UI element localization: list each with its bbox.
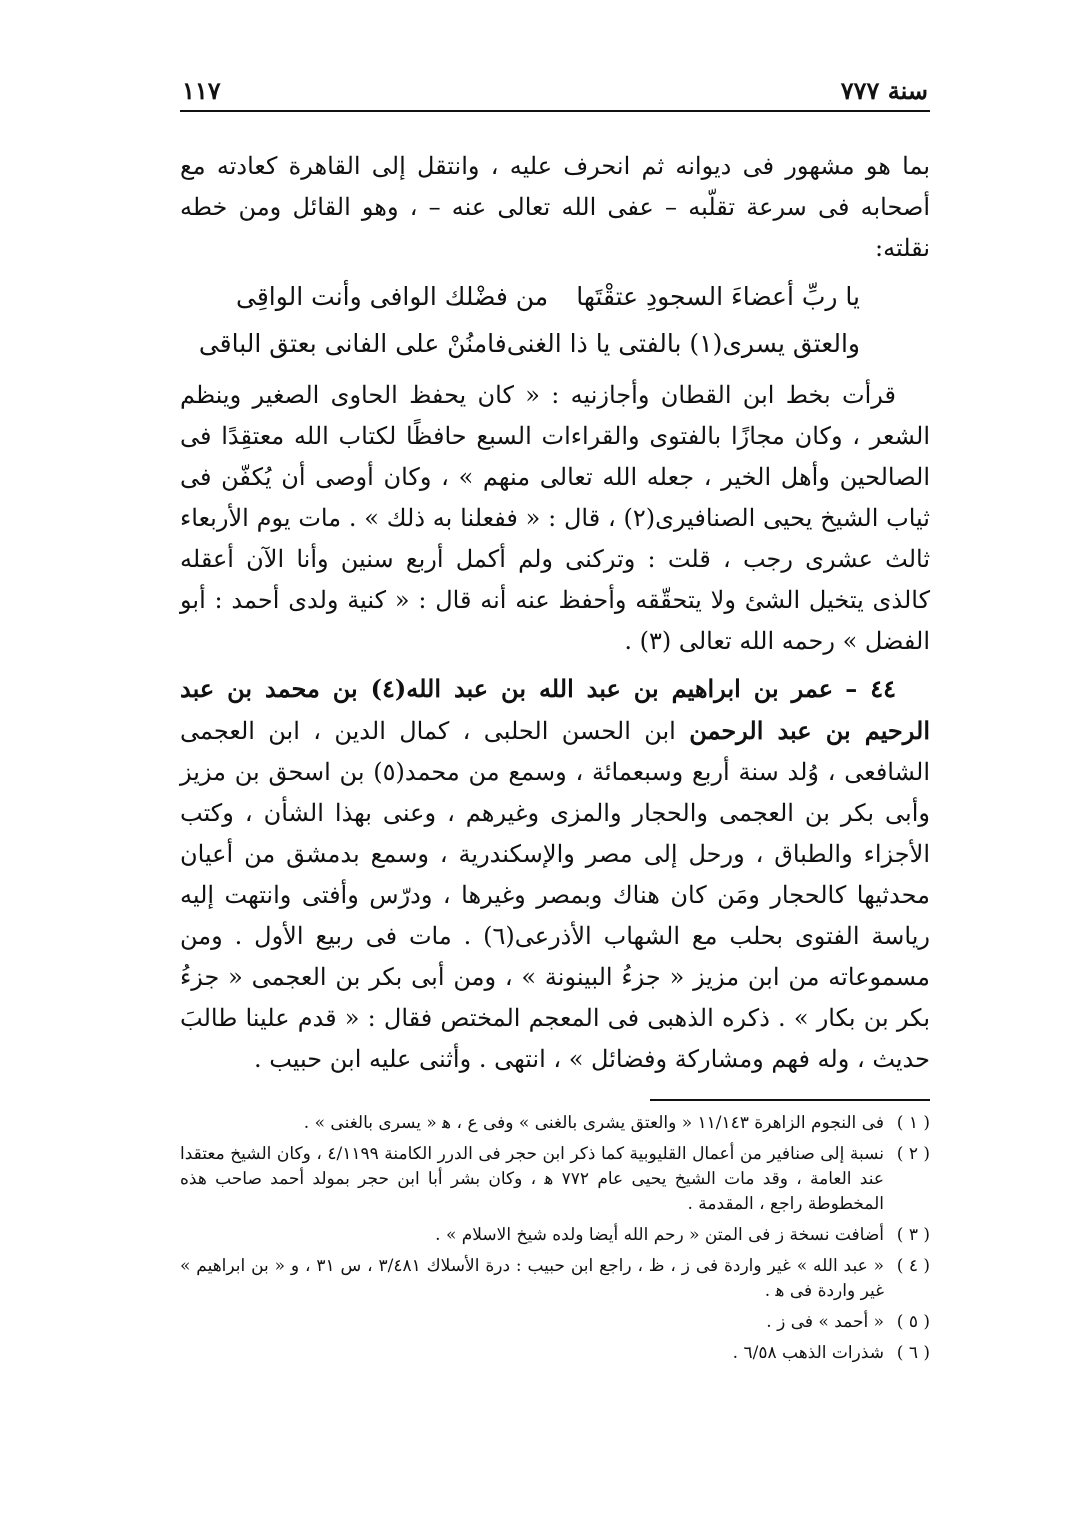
- paragraph-opening: بما هو مشهور فى ديوانه ثم انحرف عليه ، وانتقل إلى القاهرة كعادته مع أصحابه فى سرعة تقلّبه – عفى الله تعالى عنه – ، وهو القائل ومن خطه نقلته:: [180, 152, 931, 262]
- footnote-5: [180, 1310, 930, 1335]
- footnote-mark: ( ٥ ): [896, 1312, 930, 1332]
- footnote-mark: ( ٣ ): [896, 1225, 930, 1245]
- running-head: [182, 72, 928, 108]
- verse-2-second-hemistich: فامنُنْ على الفانى بعتق الباقى: [198, 329, 507, 358]
- entry-heading-name: عمر بن ابراهيم بن عبد الله بن عبد الله(٤) بن محمد بن عبد الرحيم بن عبد الرحمن: [180, 674, 930, 745]
- verse-1-first-hemistich: يا ربِّ أعضاءَ السجودِ عتقْتَها: [576, 282, 860, 311]
- page-number: ١١٧: [182, 75, 221, 105]
- year-heading: سنة ٧٧٧: [840, 75, 928, 105]
- footnote-2: [180, 1142, 930, 1217]
- entry-body: ابن الحسن الحلبى ، كمال الدين ، ابن العجمى الشافعى ، وُلد سنة أربع وسبعمائة ، وسمع من محمد(٥) بن اسحق بن مزيز وأبى بكر بن العجمى والحجار والمزى وغيرهم ، وعنى بهذا الشأن ، وكتب الأجزاء والطباق ، ورحل إلى مصر والإسكندرية ، وسمع بدمشق من أعيان محدثيها كالحجار ومَن كان هناك وبمصر وغيرها ، ودرّس وأفتى وانتهت إليه رياسة الفتوى بحلب مع الشهاب الأذرعى(٦) . مات فى ربيع الأول . ومن مسموعاته من ابن مزيز « جزءُ البينونة » ، ومن أبى بكر بن العجمى « جزءُ بكر بن بكار » . ذكره الذهبى فى المعجم المختص فقال : « قدم علينا طالبَ حديث ، وله فهم ومشاركة وفضائل » ، انتهى . وأثنى عليه ابن حبيب .: [180, 717, 931, 1073]
- footnote-3: [180, 1223, 930, 1248]
- footnote-rule: [650, 1099, 930, 1101]
- footnotes: [180, 1111, 930, 1372]
- footnote-text: شذرات الذهب ٦/٥٨ .: [732, 1343, 884, 1363]
- footnote-text: فى النجوم الزاهرة ١١/١٤٣ « والعتق يشرى بالغنى » وفى ع ، ﻫ « يسرى بالغنى » .: [303, 1113, 884, 1133]
- poem-verse-2: [180, 320, 930, 367]
- verse-2-first-hemistich: والعتق يسرى(١) بالفتى يا ذا الغنى: [506, 329, 860, 358]
- footnote-mark: ( ٦ ): [896, 1343, 930, 1363]
- footnote-mark: ( ١ ): [896, 1113, 930, 1133]
- main-text: [180, 146, 930, 1080]
- footnote-mark: ( ٤ ): [896, 1256, 930, 1276]
- poem: [180, 273, 930, 367]
- footnote-text: « عبد الله » غير واردة فى ز ، ظ ، راجع ابن حبيب : درة الأسلاك ٣/٤٨١ ، س ٣١ ، و « بن ابراهيم » غير واردة فى ﻫ .: [180, 1256, 885, 1301]
- verse-1-second-hemistich: من فضْلك الوافى وأنت الواقِى: [236, 282, 549, 311]
- header-rule: [180, 110, 930, 112]
- footnote-4: [180, 1254, 930, 1304]
- paragraph-biography-note: قرأت بخط ابن القطان وأجازنيه : « كان يحفظ الحاوى الصغير وينظم الشعر ، وكان مجازًا بالفتوى والقراءات السبع حافظًا لكتاب الله معتقِدًا فى الصالحين وأهل الخير ، جعله الله تعالى منهم » ، وكان أوصى أن يُكفّن فى ثياب الشيخ يحيى الصنافيرى(٢) ، قال : « ففعلنا به ذلك » . مات يوم الأربعاء ثالث عشرى رجب ، قلت : وتركنى ولم أكمل أربع سنين وأنا الآن أعقله كالذى يتخيل الشئ ولا يتحقّقه وأحفظ عنه أنه قال : « كنية ولدى أحمد : أبو الفضل » رحمه الله تعالى (٣) .: [180, 381, 931, 655]
- footnote-mark: ( ٢ ): [896, 1144, 930, 1164]
- footnote-text: أضافت نسخة ز فى المتن « رحم الله أيضا ولده شيخ الاسلام » .: [435, 1225, 884, 1245]
- entry-44: [180, 668, 930, 1080]
- poem-verse-1: [180, 273, 930, 320]
- entry-number: ٤٤ –: [845, 674, 896, 703]
- footnote-text: نسبة إلى صنافير من أعمال القليوبية كما ذكر ابن حجر فى الدرر الكامنة ٤/١١٩٩ ، وكان الشيخ معتقدا عند العامة ، وقد مات الشيخ يحيى عام ٧٧٢ ﻫ ، وكان بشر أبا ابن حجر بمولد أحمد صاحب هذه المخطوطة راجع ، المقدمة .: [180, 1144, 884, 1214]
- footnote-text: « أحمد » فى ز .: [766, 1312, 884, 1332]
- footnote-6: [180, 1341, 930, 1366]
- footnote-1: [180, 1111, 930, 1136]
